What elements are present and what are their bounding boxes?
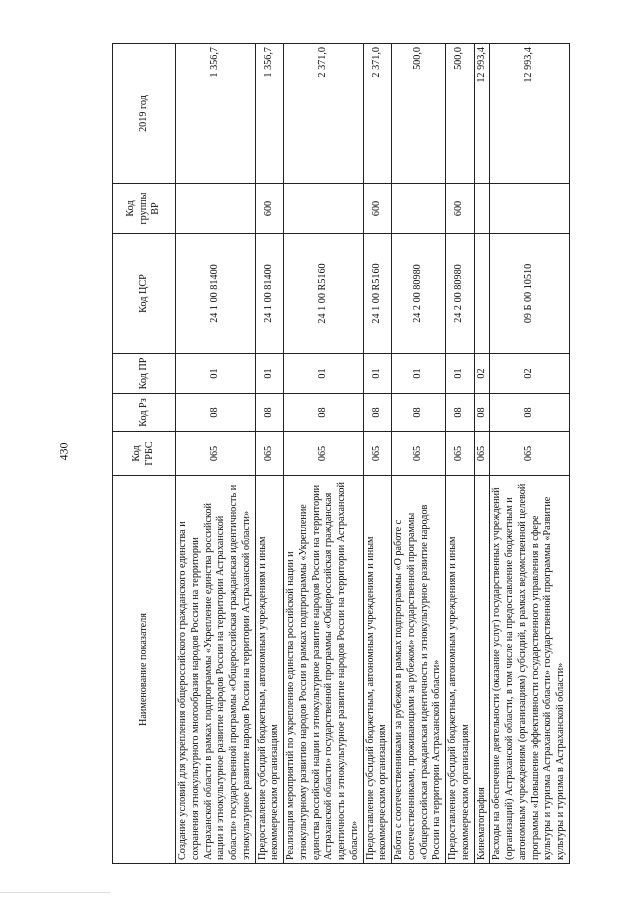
cell-value: 2 371,0 xyxy=(363,44,392,184)
cell-pr: 01 xyxy=(284,354,364,394)
cell-rz: 08 xyxy=(490,394,570,432)
page-edge-mark xyxy=(0,892,110,893)
cell-name: Предоставление субсидий бюджетным, автономным учреждениям и иным некоммерческим организациям xyxy=(255,476,284,864)
cell-rz: 08 xyxy=(284,394,364,432)
cell-name: Предоставление субсидий бюджетным, автономным учреждениям и иным некоммерческим организациям xyxy=(446,476,475,864)
cell-pr: 01 xyxy=(255,354,284,394)
cell-value: 500,0 xyxy=(392,44,446,184)
rotated-table-wrapper xyxy=(112,44,592,864)
cell-rz: 08 xyxy=(363,394,392,432)
page-number: 430 xyxy=(56,442,71,461)
cell-vr: 600 xyxy=(255,184,284,234)
cell-value: 12 993,4 xyxy=(474,44,490,184)
cell-vr: 600 xyxy=(446,184,475,234)
cell-grbs: 065 xyxy=(176,432,256,476)
cell-vr xyxy=(474,184,490,234)
cell-vr xyxy=(490,184,570,234)
cell-pr: 01 xyxy=(363,354,392,394)
cell-name: Предоставление субсидий бюджетным, автономным учреждениям и иным некоммерческим организациям xyxy=(363,476,392,864)
cell-vr xyxy=(392,184,446,234)
cell-grbs: 065 xyxy=(255,432,284,476)
cell-value: 1 356,7 xyxy=(255,44,284,184)
table-body xyxy=(176,44,570,864)
budget-table xyxy=(112,43,570,864)
cell-vr: 600 xyxy=(363,184,392,234)
table-row xyxy=(490,44,570,864)
cell-csr: 24 1 00 81400 xyxy=(176,234,256,354)
cell-csr xyxy=(474,234,490,354)
cell-rz: 08 xyxy=(474,394,490,432)
cell-rz: 08 xyxy=(255,394,284,432)
cell-name: Реализация мероприятий по укреплению единства российской нации и этнокультурному развитию народов России в рамках подпрограммы «Укрепление единства российской нации и этнокультурное развитие народов России на территории Астраханской области» государственной программы «Общероссийская гражданская идентичность и этнокультурное развитие народов России на территории Астраханской области» xyxy=(284,476,364,864)
table-row xyxy=(176,44,256,864)
cell-value: 500,0 xyxy=(446,44,475,184)
cell-grbs: 065 xyxy=(284,432,364,476)
cell-csr: 24 2 00 80980 xyxy=(392,234,446,354)
cell-pr: 02 xyxy=(474,354,490,394)
cell-csr: 24 1 00 81400 xyxy=(255,234,284,354)
table-row xyxy=(363,44,392,864)
cell-grbs: 065 xyxy=(363,432,392,476)
cell-grbs: 065 xyxy=(490,432,570,476)
cell-pr: 02 xyxy=(490,354,570,394)
cell-pr: 01 xyxy=(446,354,475,394)
cell-csr: 24 1 00 R5160 xyxy=(363,234,392,354)
header-csr: Код ЦСР xyxy=(113,234,176,354)
cell-name: Создание условий для укрепления общероссийского гражданского единства и сохранения этнокультурного многообразия народов России на территории Астраханской области в рамках подпрограммы «Укрепление единства российской нации и этнокультурное развитие народов России на территории Астраханской области» государственной программы «Общероссийская гражданская идентичность и этнокультурное развитие народов России на территории Астраханской области» xyxy=(176,476,256,864)
header-grbs: Код ГРБС xyxy=(113,432,176,476)
cell-name: Работа с соотечественниками за рубежом в рамках подпрограммы «О работе с соотечественниками, проживающими за рубежом» государственной программы «Общероссийская гражданская идентичность и этнокультурное развитие народов России на территории Астраханской области» xyxy=(392,476,446,864)
cell-csr: 09 Б 00 10510 xyxy=(490,234,570,354)
table-row xyxy=(474,44,490,864)
cell-value: 2 371,0 xyxy=(284,44,364,184)
table-row xyxy=(392,44,446,864)
cell-name: Кинематография xyxy=(474,476,490,864)
cell-grbs: 065 xyxy=(446,432,475,476)
header-vr: Код группы ВР xyxy=(113,184,176,234)
cell-grbs: 065 xyxy=(474,432,490,476)
cell-vr xyxy=(176,184,256,234)
header-year: 2019 год xyxy=(113,44,176,184)
cell-csr: 24 1 00 R5160 xyxy=(284,234,364,354)
header-pr: Код ПР xyxy=(113,354,176,394)
cell-name: Расходы на обеспечение деятельности (оказание услуг) государственных учреждений (организаций) Астраханской области, в том числе на предоставление бюджетным и автономным учреждениям (организациям) субсидий, в рамках ведомственной целевой программы «Повышение эффективности государственного управления в сфере культуры и туризма Астраханской области» государственной программы «Развитие культуры и туризма в Астраханской области» xyxy=(490,476,570,864)
table-row xyxy=(255,44,284,864)
rotated-page-area xyxy=(112,44,592,864)
table-row xyxy=(446,44,475,864)
cell-value: 12 993,4 xyxy=(490,44,570,184)
table-row xyxy=(284,44,364,864)
cell-value: 1 356,7 xyxy=(176,44,256,184)
cell-rz: 08 xyxy=(392,394,446,432)
cell-grbs: 065 xyxy=(392,432,446,476)
header-name: Наименование показателя xyxy=(113,476,176,864)
cell-pr: 01 xyxy=(176,354,256,394)
cell-vr xyxy=(284,184,364,234)
table-header-row xyxy=(113,44,176,864)
cell-pr: 01 xyxy=(392,354,446,394)
cell-rz: 08 xyxy=(176,394,256,432)
cell-csr: 24 2 00 80980 xyxy=(446,234,475,354)
header-rz: Код Рз xyxy=(113,394,176,432)
cell-rz: 08 xyxy=(446,394,475,432)
